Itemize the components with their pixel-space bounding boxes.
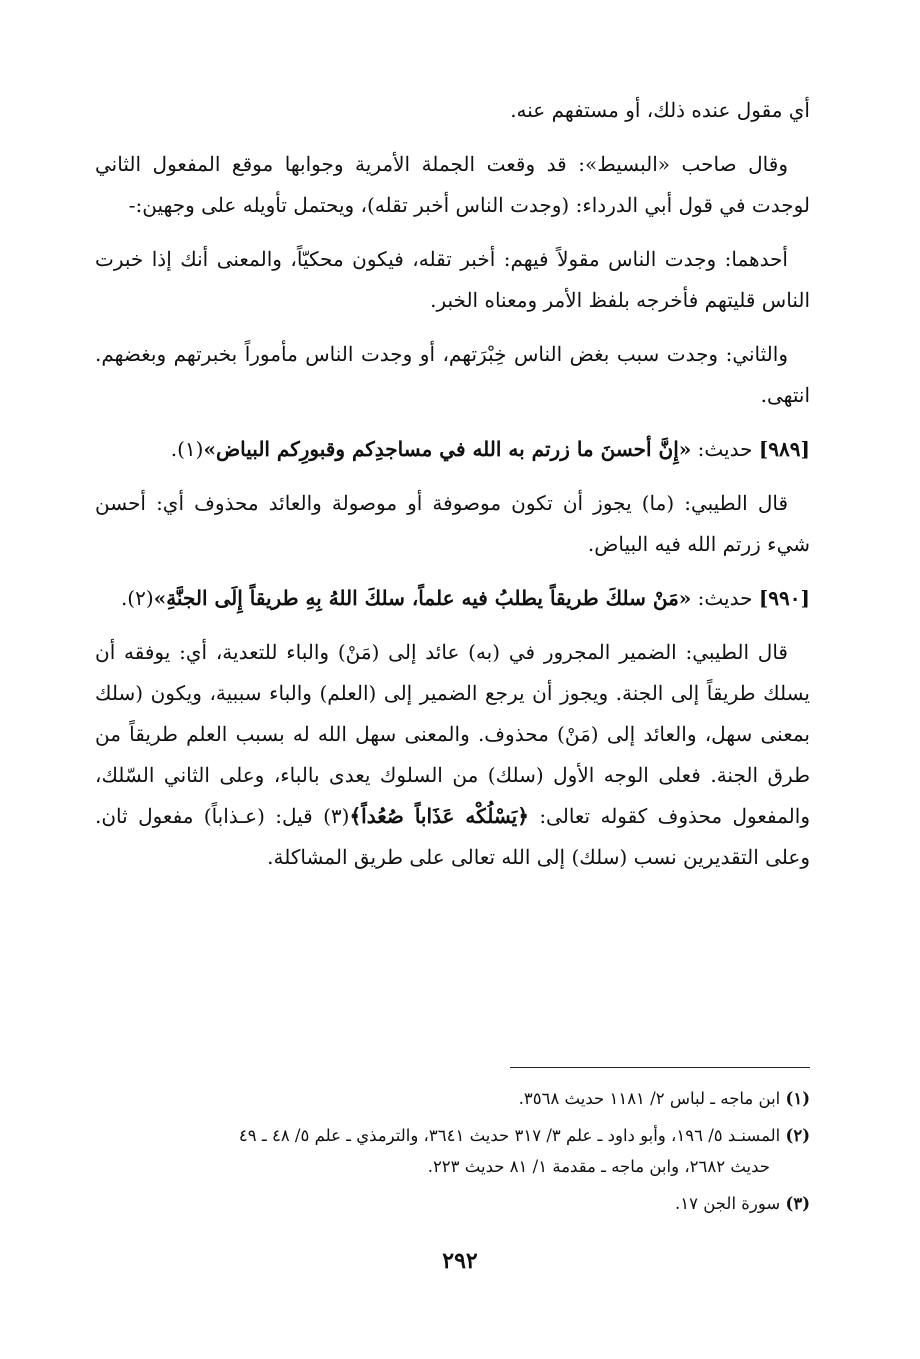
hadith-990-text: «مَنْ سلكَ طريقاً يطلبُ فيه علماً، سلكَ اللهُ بِهِ طريقاً إِلَى الجنَّةِ» <box>153 586 692 610</box>
footnote-2-text: المسنـد ٥/ ١٩٦، وأبو داود ـ علم ٣/ ٣١٧ حديث ٣٦٤١، والترمذي ـ علم ٥/ ٤٨ ـ ٤٩ <box>238 1126 781 1145</box>
comment-990-part1: قال الطيبي: الضمير المجرور في (به) عائد إلى (مَنْ) والباء للتعدية، أي: يوفقه أن يسلك طريقاً إلى الجنة. ويجوز أن يرجع الضمير إلى (العلم) والباء سببية، ويكون (سلك بمعنى سهل، والعائد إلى (مَنْ) محذوف. والمعنى سهل الله له بسبب العلم طريقاً من طرق الجنة. فعلى الوجه الأول (سلك) من السلوك يعدى بالباء، وعلى الثاني السّلك، والمفعول محذوف كقوله تعالى: <box>95 640 810 828</box>
footnote-3 <box>95 1188 810 1219</box>
footnote-2 <box>95 1120 810 1182</box>
footnote-1 <box>95 1083 810 1114</box>
footnote-3-mark: (٣) <box>785 1194 810 1213</box>
hadith-989-label: حديث: <box>697 437 753 461</box>
hadith-989 <box>95 429 810 470</box>
footnote-3-text: سورة الجن ١٧. <box>674 1194 781 1213</box>
hadith-989-number: [٩٨٩] <box>758 437 810 461</box>
comment-989: قال الطيبي: (ما) يجوز أن تكون موصوفة أو موصولة والعائد محذوف أي: أحسن شيء زرتم الله فيه البياض. <box>95 491 810 556</box>
paragraph-4: والثاني: وجدت سبب بغض الناس خِبْرَتهم، أو وجدت الناس مأموراً بخبرتهم وبغضهم. انتهى. <box>95 342 810 407</box>
page-number: ٢٩٢ <box>442 1248 478 1274</box>
footnote-2-continuation: حديث ٢٦٨٢، وابن ماجه ـ مقدمة ١/ ٨١ حديث ٢٢٣. <box>427 1157 770 1176</box>
hadith-990-ref: (٢). <box>120 586 154 610</box>
footnotes <box>95 1083 810 1225</box>
hadith-990-label: حديث: <box>697 586 753 610</box>
paragraph-2: وقال صاحب «البسيط»: قد وقعت الجملة الأمرية وجوابها موقع المفعول الثاني لوجدت في قول أبي الدرداء: (وجدت الناس أخبر تقله)، ويحتمل تأويله على وجهين:- <box>95 152 810 217</box>
hadith-989-ref: (١). <box>170 437 204 461</box>
hadith-989-text: «إِنَّ أحسنَ ما زرتم به الله في مساجدِكم وقبورِكم البياض» <box>203 437 692 461</box>
page-body <box>95 90 810 891</box>
footnote-2-mark: (٢) <box>785 1126 810 1145</box>
footnote-1-text: ابن ماجه ـ لباس ٢/ ١١٨١ حديث ٣٥٦٨. <box>518 1089 781 1108</box>
hadith-990 <box>95 578 810 619</box>
hadith-990-number: [٩٩٠] <box>758 586 810 610</box>
footnote-divider <box>510 1067 810 1068</box>
comment-990-part2: قيل: (عـذاباً) مفعول ثان. وعلى التقديرين نسب (سلك) إلى الله تعالى على طريق المشاكلة. <box>95 804 810 869</box>
paragraph-1: أي مقول عنده ذلك، أو مستفهم عنه. <box>510 98 810 122</box>
paragraph-3: أحدهما: وجدت الناس مقولاً فيهم: أخبر تقله، فيكون محكيّاً، والمعنى أنك إذا خبرت الناس قليتهم فأخرجه بلفظ الأمر ومعناه الخبر. <box>95 247 810 312</box>
comment-990 <box>95 632 810 878</box>
quran-quote: ﴿يَسْلُكْه عَذَاباً صُعُداً﴾ <box>349 804 529 828</box>
comment-990-ref: (٣) <box>323 804 350 828</box>
footnote-1-mark: (١) <box>785 1089 810 1108</box>
